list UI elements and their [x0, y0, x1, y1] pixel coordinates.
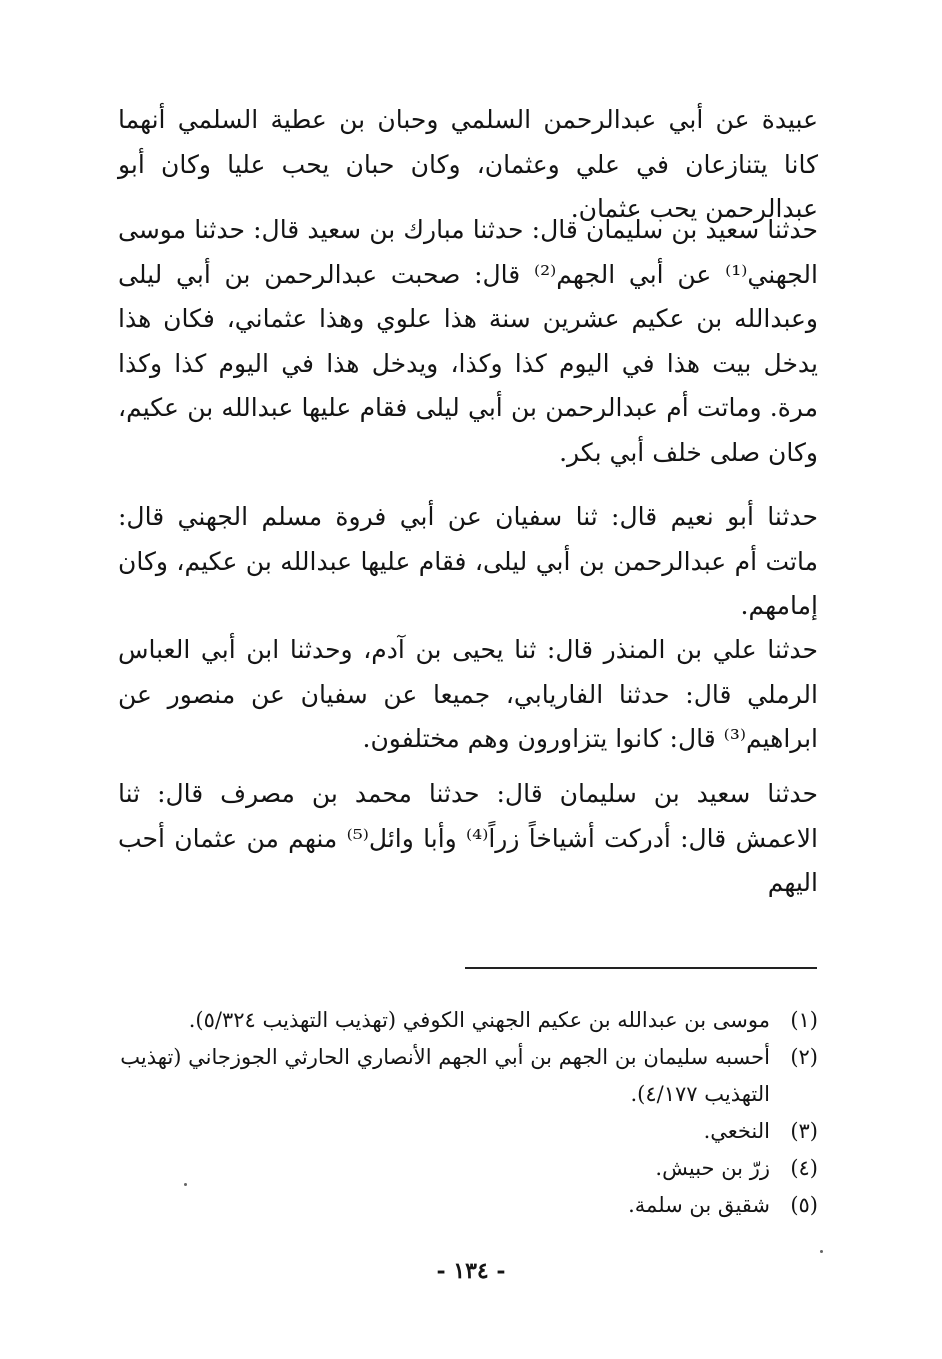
- footnote-text: شقيق بن سلمة.: [628, 1193, 770, 1217]
- paragraph-1: عبيدة عن أبي عبدالرحمن السلمي وحبان بن عطية السلمي أنهما كانا يتنازعان في علي وعثمان، وكان حبان يحب عليا وكان أبو عبدالرحمن يحب عثمان.: [118, 105, 818, 223]
- paragraph-4: حدثنا علي بن المنذر قال: ثنا يحيى بن آدم، وحدثنا ابن أبي العباس الرملي قال: حدثنا الفاريابي، جميعا عن سفيان عن منصور عن ابراهيم⁽³⁾ قال: كانوا يتزاورون وهم مختلفون.: [118, 635, 818, 753]
- footnote-number: (٥): [790, 1193, 818, 1217]
- footnote-item: [118, 1002, 818, 1039]
- footnote-number: (٤): [790, 1156, 818, 1180]
- footnotes-list: [118, 1002, 818, 1224]
- footnote-number: (١): [790, 1008, 818, 1032]
- footnote-item: [118, 1187, 818, 1224]
- footnote-separator: [465, 967, 817, 969]
- footnote-number: (٣): [790, 1119, 818, 1143]
- footnote-item: [118, 1150, 818, 1187]
- scan-speck: [184, 1183, 187, 1186]
- footnote-text: موسى بن عبدالله بن عكيم الجهني الكوفي (تهذيب التهذيب ٥/٣٢٤).: [188, 1008, 770, 1032]
- footnote-number: (٢): [790, 1045, 818, 1069]
- page-number: - ١٣٤ -: [436, 1258, 506, 1284]
- footnote-item: [118, 1113, 818, 1150]
- footnote-item: [118, 1039, 818, 1113]
- paragraph-5: حدثنا سعيد بن سليمان قال: حدثنا محمد بن مصرف قال: ثنا الاعمش قال: أدركت أشياخاً زراً⁽⁴⁾ وأبا وائل⁽⁵⁾ منهم من عثمان أحب اليهم: [118, 779, 818, 897]
- paragraph-3: حدثنا أبو نعيم قال: ثنا سفيان عن أبي فروة مسلم الجهني قال: ماتت أم عبدالرحمن بن أبي ليلى، فقام عليها عبدالله بن عكيم، وكان إمامهم.: [118, 502, 818, 620]
- footnote-text: النخعي.: [703, 1119, 770, 1143]
- scan-speck: [820, 1250, 823, 1253]
- footnote-text: زرّ بن حبيش.: [655, 1156, 770, 1180]
- footnote-text: أحسبه سليمان بن الجهم بن أبي الجهم الأنصاري الحارثي الجوزجاني (تهذيب التهذيب ٤/١٧٧).: [120, 1045, 770, 1106]
- paragraph-2: حدثنا سعيد بن سليمان قال: حدثنا مبارك بن سعيد قال: حدثنا موسى الجهني⁽¹⁾ عن أبي الجهم⁽²⁾ قال: صحبت عبدالرحمن بن أبي ليلى وعبدالله بن عكيم عشرين سنة هذا علوي وهذا عثماني، فكان هذا يدخل بيت هذا في اليوم كذا وكذا، ويدخل هذا في اليوم كذا وكذا مرة. وماتت أم عبدالرحمن بن أبي ليلى فقام عليها عبدالله بن عكيم، وكان صلى خلف أبي بكر.: [118, 215, 819, 467]
